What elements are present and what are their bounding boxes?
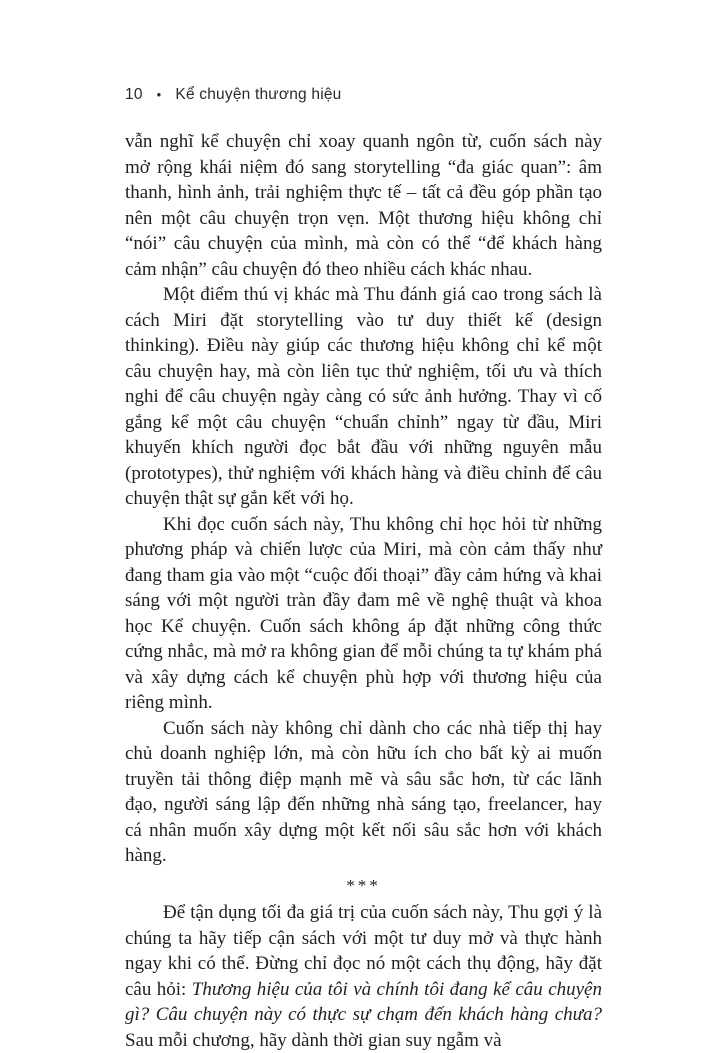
paragraph-continuation: vẫn nghĩ kể chuyện chỉ xoay quanh ngôn từ, cuốn sách này mở rộng khái niệm đó sang storytelling “đa giác quan”: âm thanh, hình ảnh, trải nghiệm thực tế – tất cả đều góp phần tạo nên một câu chuyện trọn vẹn. Một thương hiệu không chỉ “nói” câu chuyện của mình, mà còn có thể “để khách hàng cảm nhận” câu chuyện đó theo nhiều cách khác nhau. xyxy=(125,131,602,280)
header-bullet-icon: • xyxy=(156,86,162,102)
paragraph-audience: Cuốn sách này không chỉ dành cho các nhà tiếp thị hay chủ doanh nghiệp lớn, mà còn hữu ích cho bất kỳ ai muốn truyền tải thông điệp mạnh mẽ và sâu sắc hơn, từ các lãnh đạo, người sáng lập đến những nhà sáng tạo, freelancer, hay cá nhân muốn xây dựng một kết nối sâu sắc hơn với khách hàng. xyxy=(125,717,602,866)
page-body xyxy=(125,129,602,1053)
paragraph-closing xyxy=(125,900,602,1053)
paragraph-reading-experience: Khi đọc cuốn sách này, Thu không chỉ học hỏi từ những phương pháp và chiến lược của Miri, mà còn cảm thấy như đang tham gia vào một “cuộc đối thoại” đầy cảm hứng và khai sáng với một người tràn đầy đam mê về nghệ thuật và khoa học Kể chuyện. Cuốn sách không áp đặt những công thức cứng nhắc, mà mở ra không gian để mỗi chúng ta tự khám phá và xây dựng cách kể chuyện phù hợp với thương hiệu của riêng mình. xyxy=(125,513,602,713)
book-title: Kể chuyện thương hiệu xyxy=(175,86,342,103)
paragraph-design-thinking: Một điểm thú vị khác mà Thu đánh giá cao trong sách là cách Miri đặt storytelling vào tư duy thiết kế (design thinking). Điều này giúp các thương hiệu không chỉ kể một câu chuyện hay, mà còn liên tục thử nghiệm, tối ưu và thích nghi để câu chuyện ngày càng có sức ảnh hưởng. Thay vì cố gắng kể một câu chuyện “chuẩn chỉnh” ngay từ đầu, Miri khuyến khích người đọc bắt đầu với những nguyên mẫu (prototypes), thử nghiệm với khách hàng và điều chỉnh để câu chuyện thật sự gắn kết với họ. xyxy=(125,284,602,509)
closing-text-tail: Sau mỗi chương, hãy dành thời gian suy ngẫm và xyxy=(125,1029,502,1051)
running-header xyxy=(125,86,602,104)
section-separator: *** xyxy=(346,875,381,895)
closing-text-question-italic: Thương hiệu của tôi và chính tôi đang kể câu chuyện gì? Câu chuyện này có thực sự chạm đến khách hàng chưa? xyxy=(125,978,602,1025)
closing-text-lead: Để tận dụng tối đa giá trị của cuốn sách này, Thu gợi ý là chúng ta hãy tiếp cận sách với một tư duy mở và thực hành ngay khi có thể. Đừng chỉ đọc nó một cách thụ động, hãy đặt câu hỏi: xyxy=(125,902,602,1000)
page-number: 10 xyxy=(125,86,143,103)
